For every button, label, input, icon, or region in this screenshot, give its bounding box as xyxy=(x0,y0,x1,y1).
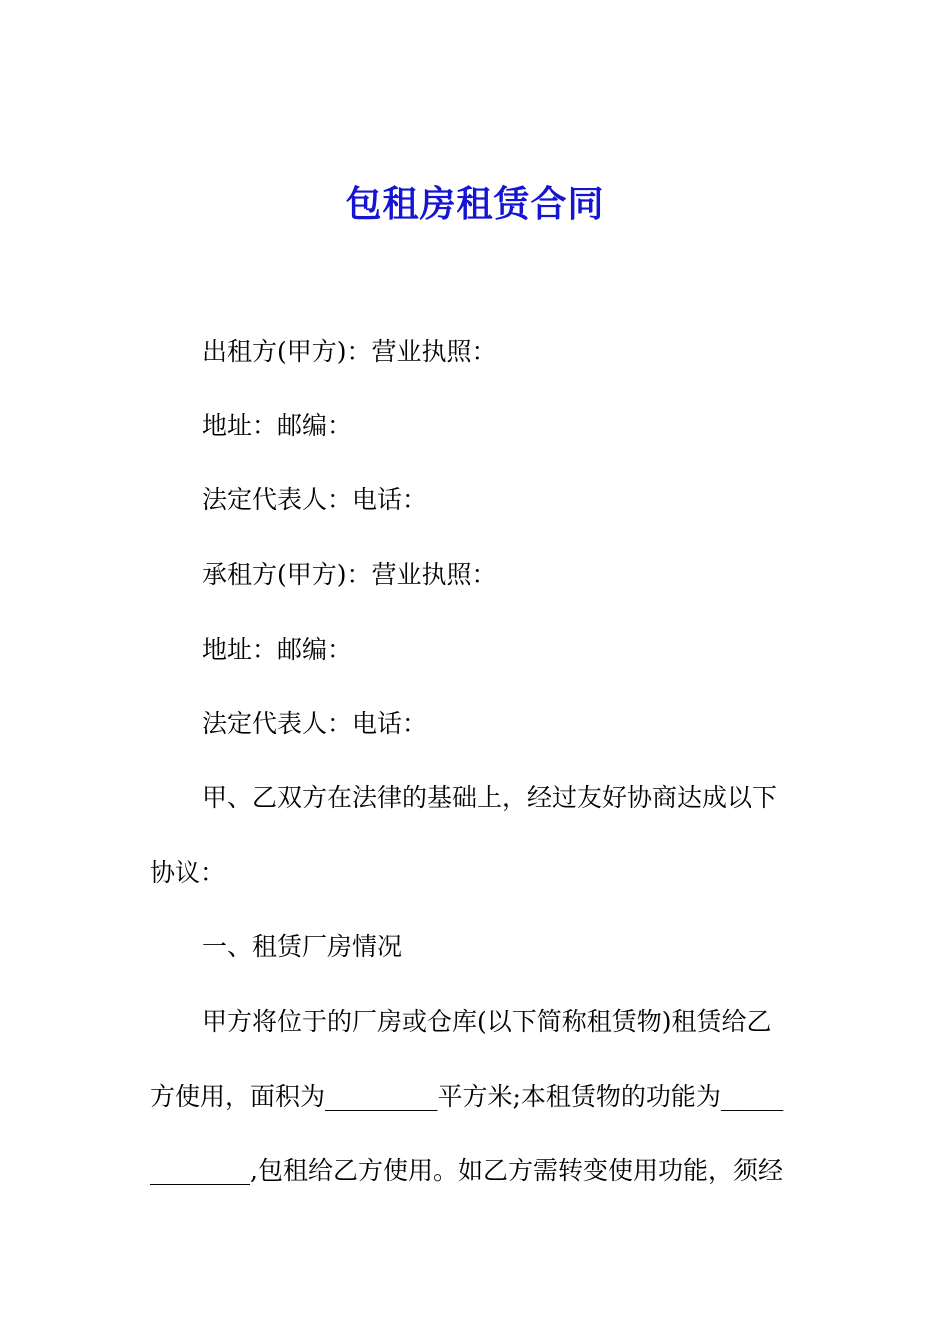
lessor-party-line: 出租方(甲方)：营业执照： xyxy=(202,337,497,366)
section-heading: 一、租赁厂房情况 xyxy=(202,932,403,961)
lessee-address-line: 地址：邮编： xyxy=(202,635,353,664)
lessor-representative-line: 法定代表人：电话： xyxy=(202,485,428,514)
document-title: 包租房租赁合同 xyxy=(345,183,605,225)
agreement-intro-line: 甲、乙双方在法律的基础上，经过友好协商达成以下 xyxy=(202,783,778,812)
section-paragraph-line: 方使用，面积为_________平方米;本租赁物的功能为_____ xyxy=(150,1082,784,1111)
section-paragraph-line: ________,包租给乙方使用。如乙方需转变使用功能，须经 xyxy=(150,1156,783,1185)
lessor-address-line: 地址：邮编： xyxy=(202,411,353,440)
section-paragraph-line: 甲方将位于的厂房或仓库(以下简称租赁物)租赁给乙 xyxy=(202,1007,772,1036)
lessee-representative-line: 法定代表人：电话： xyxy=(202,709,428,738)
lessee-party-line: 承租方(甲方)：营业执照： xyxy=(202,560,497,589)
agreement-intro-continuation: 协议： xyxy=(150,858,226,887)
